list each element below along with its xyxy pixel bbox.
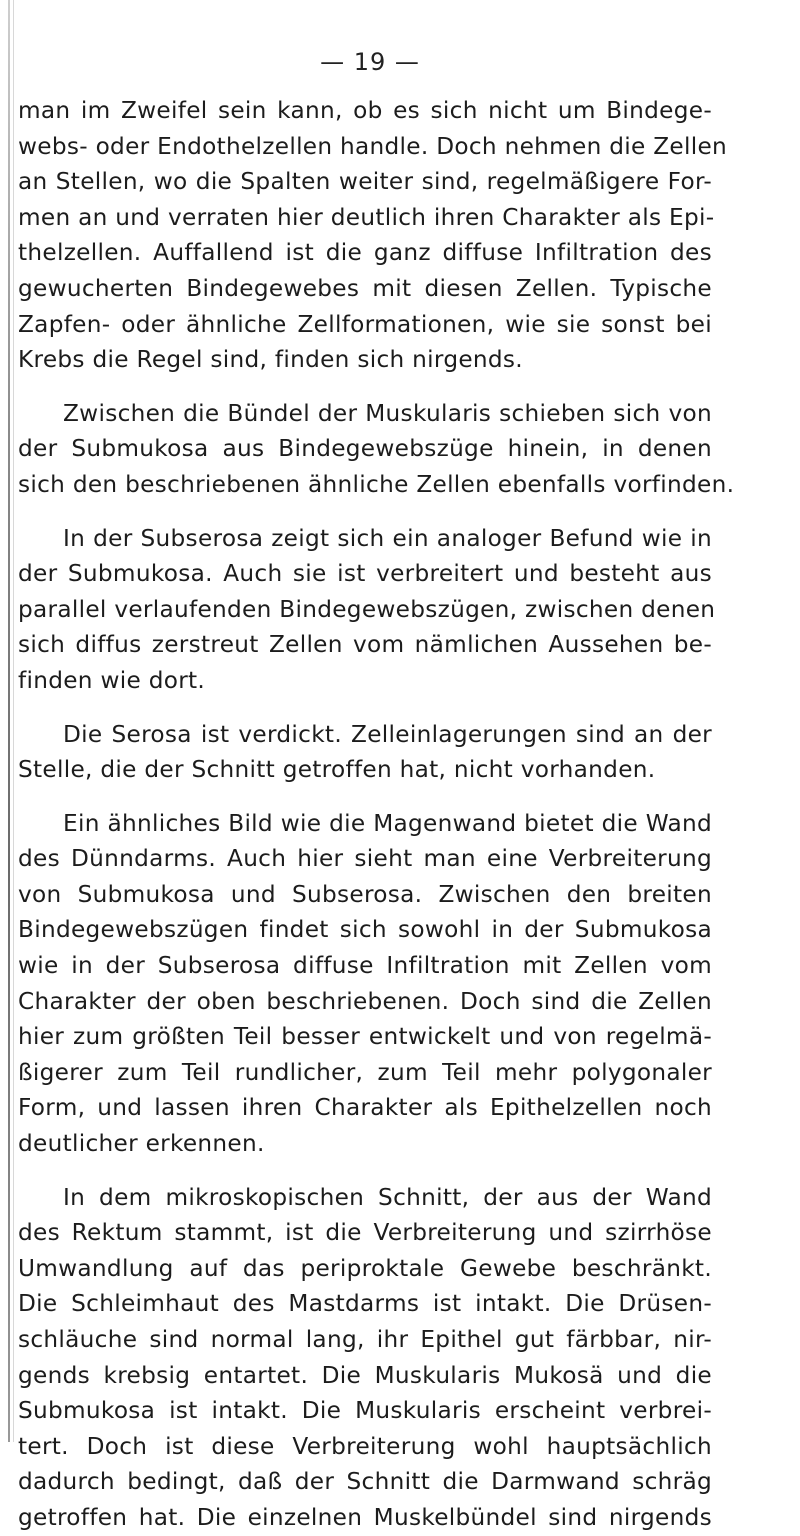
text-line: gends krebsig entartet. Die Muskularis Mukosä und die [18, 1361, 712, 1389]
text-line: ßigerer zum Teil rundlicher, zum Teil mehr polygonaler [18, 1058, 712, 1086]
binding-edge-line [13, 0, 14, 1442]
text-line: dadurch bedingt, daß der Schnitt die Darmwand schräg [18, 1468, 712, 1496]
text-line: Die Schleimhaut des Mastdarms ist intakt. Die Drüsen- [18, 1290, 712, 1318]
text-line: Zapfen- oder ähnliche Zellformationen, wie sie sonst bei [18, 310, 712, 338]
text-line: getroffen hat. Die einzelnen Muskelbündel sind nirgends [18, 1503, 712, 1531]
text-line: wie in der Subserosa diffuse Infiltration mit Zellen vom [18, 952, 712, 980]
paragraph-6 [18, 1180, 712, 1536]
body-text [18, 93, 735, 1536]
text-line: schläuche sind normal lang, ihr Epithel gut färbbar, nir- [18, 1326, 712, 1353]
text-line: Stelle, die der Schnitt getroffen hat, nicht vorhanden. [18, 756, 656, 784]
text-line: tert. Doch ist diese Verbreiterung wohl hauptsächlich [18, 1432, 712, 1460]
paragraph-5 [18, 806, 712, 1162]
text-line: In dem mikroskopischen Schnitt, der aus der Wand [63, 1183, 712, 1211]
binding-edge-shadow [8, 0, 10, 1442]
text-line: man im Zweifel sein kann, ob es sich nicht um Bindege- [18, 97, 712, 124]
text-line: Die Serosa ist verdickt. Zelleinlagerungen sind an der [63, 720, 712, 748]
text-line: Submukosa ist intakt. Die Muskularis erscheint verbrei- [18, 1397, 712, 1425]
text-line: gewucherten Bindegewebes mit diesen Zellen. Typische [18, 274, 712, 302]
text-line: webs- oder Endothelzellen handle. Doch nehmen die Zellen [18, 132, 728, 160]
text-line: Bindegewebszügen findet sich sowohl in der Submukosa [18, 916, 712, 944]
text-line: Zwischen die Bündel der Muskularis schieben sich von [63, 399, 712, 427]
text-line: Charakter der oben beschriebenen. Doch sind die Zellen [18, 987, 712, 1015]
text-line: Krebs die Regel sind, finden sich nirgends. [18, 346, 523, 374]
text-line: In der Subserosa zeigt sich ein analoger Befund wie in [63, 524, 712, 552]
text-line: parallel verlaufenden Bindegewebszügen, zwischen denen [18, 595, 716, 623]
text-line: Umwandlung auf das periproktale Gewebe beschränkt. [18, 1254, 712, 1282]
paragraph-1 [18, 93, 728, 378]
text-line: an Stellen, wo die Spalten weiter sind, regelmäßigere For- [18, 168, 712, 196]
text-line: men an und verraten hier deutlich ihren Charakter als Epi- [18, 203, 715, 231]
paragraph-3 [18, 521, 716, 699]
text-line: sich diffus zerstreut Zellen vom nämlichen Aussehen be- [18, 631, 712, 659]
text-line: deutlicher erkennen. [18, 1130, 265, 1158]
text-line: thelzellen. Auffallend ist die ganz diffuse Infiltration des [18, 239, 712, 267]
text-line: der Submukosa. Auch sie ist verbreitert und besteht aus [18, 560, 712, 588]
text-line: finden wie dort. [18, 666, 206, 694]
paragraph-4 [18, 717, 712, 788]
text-line: des Rektum stammt, ist die Verbreiterung und szirrhöse [18, 1219, 712, 1247]
page-number: — 19 — [320, 48, 420, 76]
paragraph-2 [18, 396, 735, 503]
text-line: hier zum größten Teil besser entwickelt und von regelmä- [18, 1023, 712, 1051]
text-line: Ein ähnliches Bild wie die Magenwand bietet die Wand [63, 809, 712, 837]
text-line: sich den beschriebenen ähnliche Zellen ebenfalls vorfinden. [18, 470, 735, 498]
text-line: des Dünndarms. Auch hier sieht man eine Verbreiterung [18, 845, 712, 873]
text-line: von Submukosa und Subserosa. Zwischen den breiten [18, 880, 712, 908]
text-line: der Submukosa aus Bindegewebszüge hinein, in denen [18, 435, 712, 463]
text-line: Form, und lassen ihren Charakter als Epithelzellen noch [18, 1094, 712, 1122]
